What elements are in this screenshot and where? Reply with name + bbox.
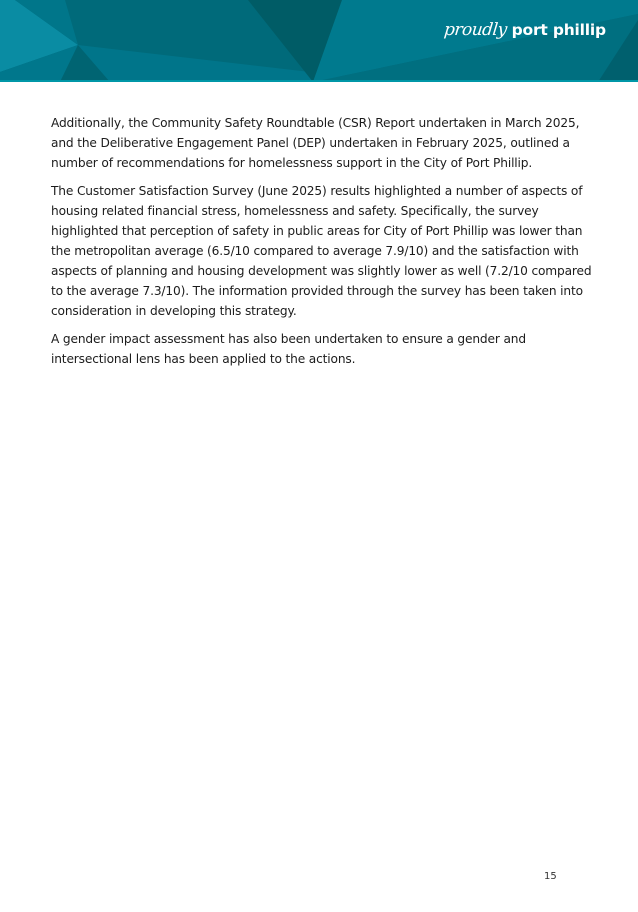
logo-script-text: proudly: [442, 20, 508, 40]
page-header-banner: [0, 0, 638, 82]
paragraph: Additionally, the Community Safety Roundtable (CSR) Report undertaken in March 2025, and the Deliberative Engagement Panel (DEP) undertaken in February 2025, outlined a number of recommendations for homelessness support in the City of Port Phillip.: [51, 116, 580, 170]
body-content: [51, 113, 596, 377]
page-number: 15: [544, 871, 557, 882]
paragraph: A gender impact assessment has also been undertaken to ensure a gender and intersectional lens has been applied to the actions.: [51, 332, 526, 366]
paragraph: The Customer Satisfaction Survey (June 2025) results highlighted a number of aspects of housing related financial stress, homelessness and safety. Specifically, the survey highlighted that perception of safety in public areas for City of Port Phillip was lower than the metropolitan average (6.5/10 compared to average 7.9/10) and the satisfaction with aspects of planning and housing development was slightly lower as well (7.2/10 compared to the average 7.3/10). The information provided through the survey has been taken into consideration in developing this strategy.: [51, 184, 592, 318]
brand-logo: [444, 20, 606, 48]
logo-bold-text: port phillip: [511, 21, 606, 39]
header-bottom-rule: [0, 80, 638, 82]
